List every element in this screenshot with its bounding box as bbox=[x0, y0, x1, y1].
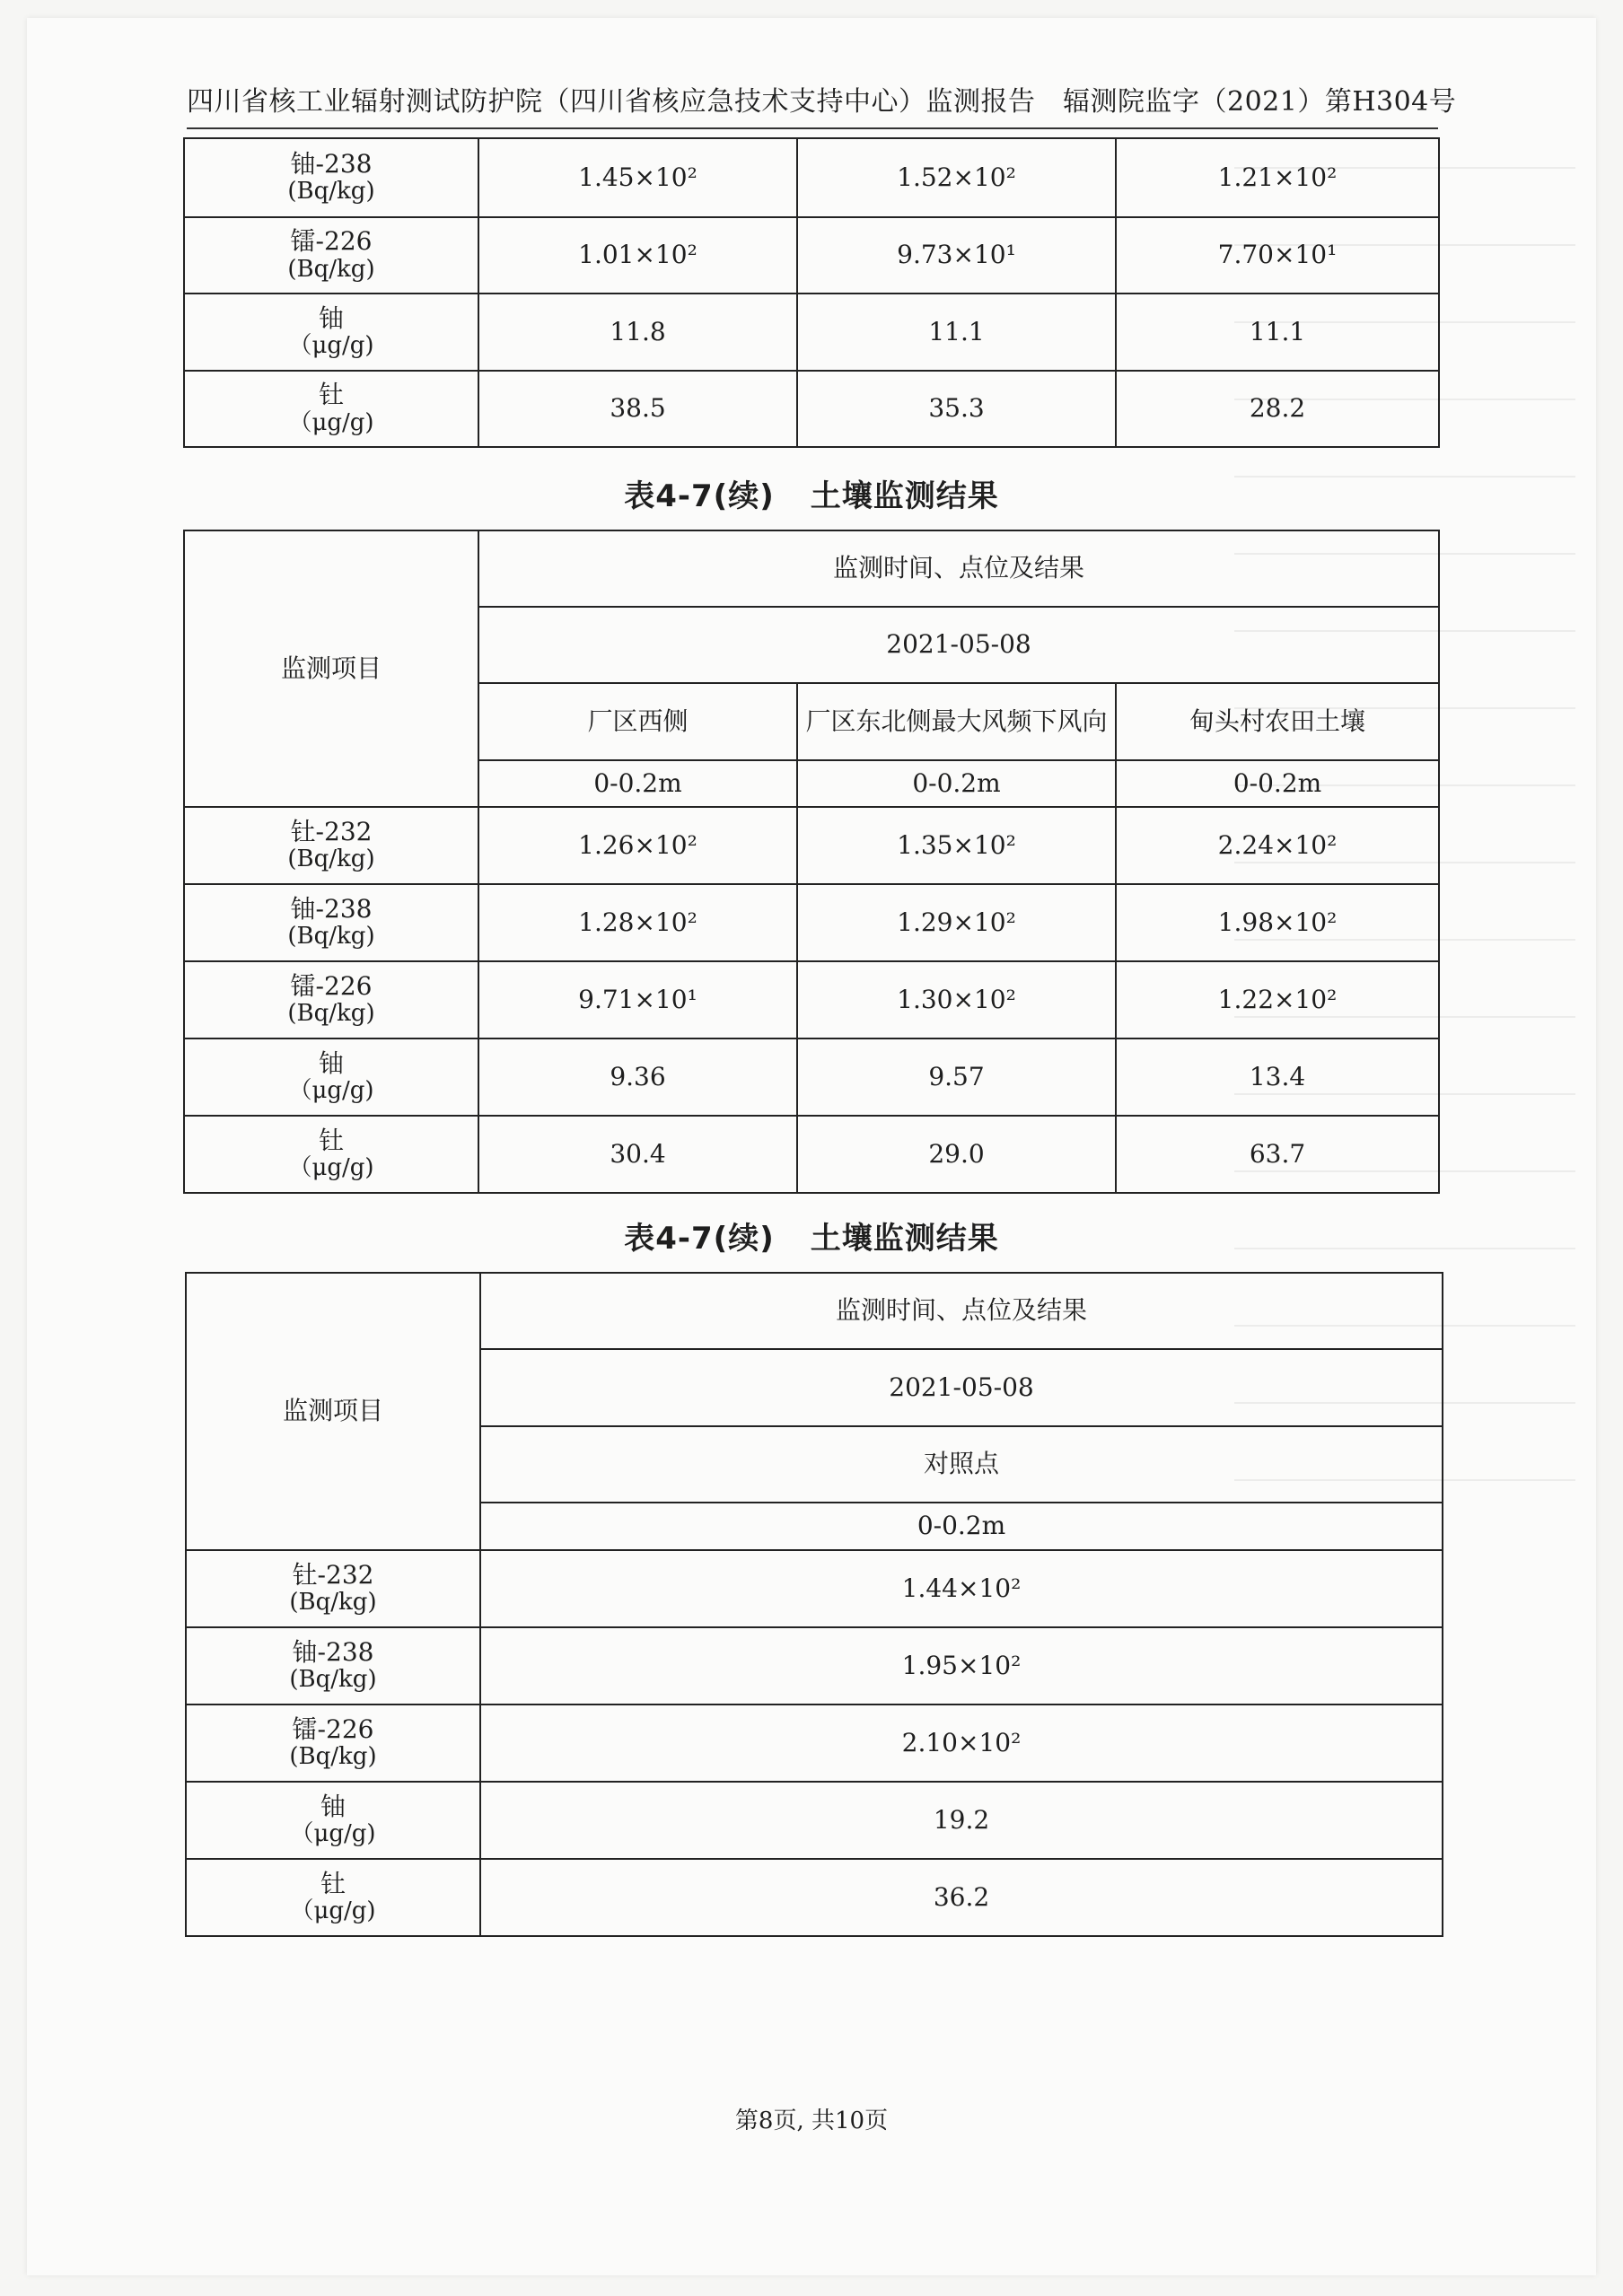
table2-caption bbox=[138, 471, 1485, 515]
date-cell: 2021-05-08 bbox=[480, 1349, 1443, 1426]
value-cell: 1.44×10² bbox=[480, 1550, 1443, 1627]
value-cell: 1.26×10² bbox=[478, 807, 797, 884]
table3-caption-number: 表4-7(续) bbox=[624, 1221, 775, 1257]
value-cell: 9.71×10¹ bbox=[478, 961, 797, 1038]
depth-cell: 0-0.2m bbox=[1116, 760, 1439, 807]
value-cell: 1.98×10² bbox=[1116, 884, 1439, 961]
depth-cell: 0-0.2m bbox=[478, 760, 797, 807]
item-cell: 铀-238 (Bq/kg) bbox=[186, 1627, 480, 1704]
item-cell: 钍 （μg/g) bbox=[184, 1116, 478, 1193]
item-cell: 铀-238 (Bq/kg) bbox=[184, 884, 478, 961]
item-cell: 铀-238 (Bq/kg) bbox=[184, 138, 478, 217]
table-row bbox=[186, 1627, 1443, 1704]
value-cell: 63.7 bbox=[1116, 1116, 1439, 1193]
item-cell: 钍-232 (Bq/kg) bbox=[186, 1550, 480, 1627]
value-cell: 28.2 bbox=[1116, 371, 1439, 447]
location-cell: 厂区东北侧最大风频下风向 bbox=[797, 683, 1116, 760]
value-cell: 2.10×10² bbox=[480, 1704, 1443, 1782]
value-cell: 1.45×10² bbox=[478, 138, 797, 217]
item-cell: 镭-226 (Bq/kg) bbox=[186, 1704, 480, 1782]
table-row bbox=[184, 884, 1439, 961]
value-cell: 1.28×10² bbox=[478, 884, 797, 961]
table-top-continuation bbox=[183, 137, 1440, 448]
item-cell: 镭-226 (Bq/kg) bbox=[184, 217, 478, 294]
value-cell: 9.36 bbox=[478, 1038, 797, 1116]
value-cell: 9.73×10¹ bbox=[797, 217, 1116, 294]
table-row bbox=[184, 961, 1439, 1038]
value-cell: 7.70×10¹ bbox=[1116, 217, 1439, 294]
table-row bbox=[184, 217, 1439, 294]
item-cell: 钍 （μg/g) bbox=[186, 1859, 480, 1936]
table-row bbox=[184, 807, 1439, 884]
value-cell: 1.21×10² bbox=[1116, 138, 1439, 217]
item-cell: 铀 （μg/g) bbox=[184, 1038, 478, 1116]
item-header-cell: 监测项目 bbox=[184, 530, 478, 807]
value-cell: 1.30×10² bbox=[797, 961, 1116, 1038]
value-cell: 1.35×10² bbox=[797, 807, 1116, 884]
table-row bbox=[184, 1038, 1439, 1116]
value-cell: 29.0 bbox=[797, 1116, 1116, 1193]
location-cell: 对照点 bbox=[480, 1426, 1443, 1503]
table-row bbox=[186, 1859, 1443, 1936]
value-cell: 35.3 bbox=[797, 371, 1116, 447]
soil-monitoring-table-3 bbox=[185, 1272, 1443, 1937]
value-cell: 11.1 bbox=[797, 294, 1116, 371]
value-cell: 11.8 bbox=[478, 294, 797, 371]
value-cell: 1.01×10² bbox=[478, 217, 797, 294]
table3-caption bbox=[138, 1214, 1485, 1258]
table3-caption-title: 土壤监测结果 bbox=[810, 1221, 999, 1257]
item-cell: 铀 （μg/g) bbox=[184, 294, 478, 371]
group-header-cell: 监测时间、点位及结果 bbox=[480, 1273, 1443, 1349]
table-row bbox=[186, 1550, 1443, 1627]
table-row bbox=[184, 294, 1439, 371]
value-cell: 1.52×10² bbox=[797, 138, 1116, 217]
value-cell: 19.2 bbox=[480, 1782, 1443, 1859]
table2-caption-number: 表4-7(续) bbox=[624, 478, 775, 514]
table-row bbox=[184, 138, 1439, 217]
value-cell: 1.29×10² bbox=[797, 884, 1116, 961]
item-header-cell: 监测项目 bbox=[186, 1273, 480, 1550]
depth-cell: 0-0.2m bbox=[797, 760, 1116, 807]
date-cell: 2021-05-08 bbox=[478, 607, 1439, 683]
value-cell: 9.57 bbox=[797, 1038, 1116, 1116]
item-cell: 钍 （μg/g) bbox=[184, 371, 478, 447]
page-footer: 第8页, 共10页 bbox=[734, 2108, 889, 2134]
table-row bbox=[186, 1782, 1443, 1859]
table2-caption-title: 土壤监测结果 bbox=[810, 478, 999, 514]
table-row bbox=[184, 1116, 1439, 1193]
table-row bbox=[186, 1704, 1443, 1782]
page-header: 四川省核工业辐射测试防护院（四川省核应急技术支持中心）监测报告 辐测院监字（2021）第H304号 bbox=[187, 79, 1438, 129]
table-row bbox=[184, 371, 1439, 447]
item-cell: 镭-226 (Bq/kg) bbox=[184, 961, 478, 1038]
value-cell: 36.2 bbox=[480, 1859, 1443, 1936]
depth-cell: 0-0.2m bbox=[480, 1503, 1443, 1550]
item-cell: 钍-232 (Bq/kg) bbox=[184, 807, 478, 884]
value-cell: 38.5 bbox=[478, 371, 797, 447]
location-cell: 甸头村农田土壤 bbox=[1116, 683, 1439, 760]
soil-monitoring-table-2 bbox=[183, 530, 1440, 1194]
item-cell: 铀 （μg/g) bbox=[186, 1782, 480, 1859]
value-cell: 13.4 bbox=[1116, 1038, 1439, 1116]
value-cell: 2.24×10² bbox=[1116, 807, 1439, 884]
group-header-cell: 监测时间、点位及结果 bbox=[478, 530, 1439, 607]
value-cell: 1.22×10² bbox=[1116, 961, 1439, 1038]
value-cell: 30.4 bbox=[478, 1116, 797, 1193]
value-cell: 1.95×10² bbox=[480, 1627, 1443, 1704]
value-cell: 11.1 bbox=[1116, 294, 1439, 371]
location-cell: 厂区西侧 bbox=[478, 683, 797, 760]
